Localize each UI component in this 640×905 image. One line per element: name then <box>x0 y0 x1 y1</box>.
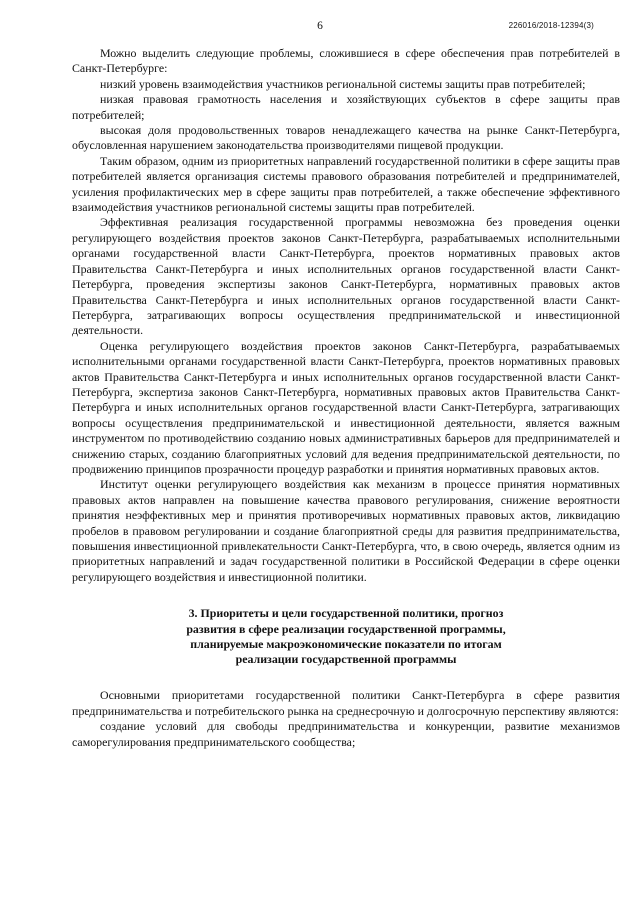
paragraph: Основными приоритетами государственной политики Санкт-Петербурга в сфере развития предпринимательства и потребительского рынка на среднесрочную и долгосрочную перспективу являются: <box>72 688 620 718</box>
list-item: создание условий для свободы предпринимательства и конкуренции, развитие механизмов саморегулирования предпринимательского сообщества; <box>72 719 620 749</box>
paragraph: Таким образом, одним из приоритетных направлений государственной политики в сфере защиты прав потребителей является организация системы правового образования потребителей и предпринимателей, усиления профилактических мер в сфере защиты прав потребителей, а также обеспечение эффективного взаимодействия участников региональной системы защиты прав потребителей. <box>72 153 620 215</box>
paragraph: Можно выделить следующие проблемы, сложившиеся в сфере обеспечения прав потребителей в Санкт-Петербурге: <box>72 46 620 76</box>
page-number: 6 <box>317 20 323 32</box>
section-heading-line: планируемые макроэкономические показатели по итогам <box>190 636 502 651</box>
section-heading <box>72 606 620 667</box>
paragraph: Оценка регулирующего воздействия проектов законов Санкт-Петербурга, разрабатываемых исполнительными органами государственной власти Санкт-Петербурга, проектов нормативных правовых актов Правительства Санкт-Петербурга и иных исполнительных органов государственной власти Санкт-Петербурга, экспертиза законов Санкт-Петербурга, нормативных правовых актов Правительства Санкт-Петербурга и иных исполнительных органов государственной власти Санкт-Петербурга, затрагивающих вопросы осуществления предпринимательской и инвестиционной деятельности, является важным инструментом по противодействию созданию новых административных барьеров для предпринимателей и снижению старых, созданию благоприятных условий для ведения предпринимательской деятельности, по продвижению принципов прозрачности процедур разработки и принятия нормативных правовых актов. <box>72 338 620 476</box>
document-id: 226016/2018-12394(3) <box>508 21 594 30</box>
section-heading-line: 3. Приоритеты и цели государственной политики, прогноз <box>188 606 504 621</box>
document-body <box>72 46 620 750</box>
list-item: высокая доля продовольственных товаров ненадлежащего качества на рынке Санкт-Петербурга, обусловленная нарушением законодательства производителями пищевой продукции. <box>72 123 620 153</box>
list-item: низкая правовая грамотность населения и хозяйствующих субъектов в сфере защиты прав потребителей; <box>72 92 620 122</box>
section-heading-line: развития в сфере реализации государственной программы, <box>186 621 506 636</box>
list-item: низкий уровень взаимодействия участников региональной системы защиты прав потребителей; <box>100 76 586 91</box>
section-heading-line: реализации государственной программы <box>235 652 457 667</box>
paragraph: Эффективная реализация государственной программы невозможна без проведения оценки регулирующего воздействия проектов законов Санкт-Петербурга, разрабатываемых исполнительными органами государственной власти Санкт-Петербурга, проектов нормативных правовых актов Правительства Санкт-Петербурга и иных исполнительных органов государственной власти Санкт-Петербурга, проведения экспертизы законов Санкт-Петербурга, нормативных правовых актов Правительства Санкт-Петербурга и иных исполнительных органов государственной власти Санкт-Петербурга, затрагивающих вопросы осуществления предпринимательской и инвестиционной деятельности. <box>72 215 620 338</box>
paragraph: Институт оценки регулирующего воздействия как механизм в процессе принятия нормативных правовых актов направлен на повышение качества правового регулирования, снижение вероятности принятия неэффективных мер и принятия противоречивых нормативных правовых актов, ликвидацию пробелов в правовом регулировании и создание благоприятной среды для развития предпринимательства, повышения инвестиционной привлекательности Санкт-Петербурга, что, в свою очередь, является одним из приоритетных направлений и задач государственной политики в Российской Федерации в сфере оценки регулирующего воздействия и инвестиционной политики. <box>72 477 620 584</box>
